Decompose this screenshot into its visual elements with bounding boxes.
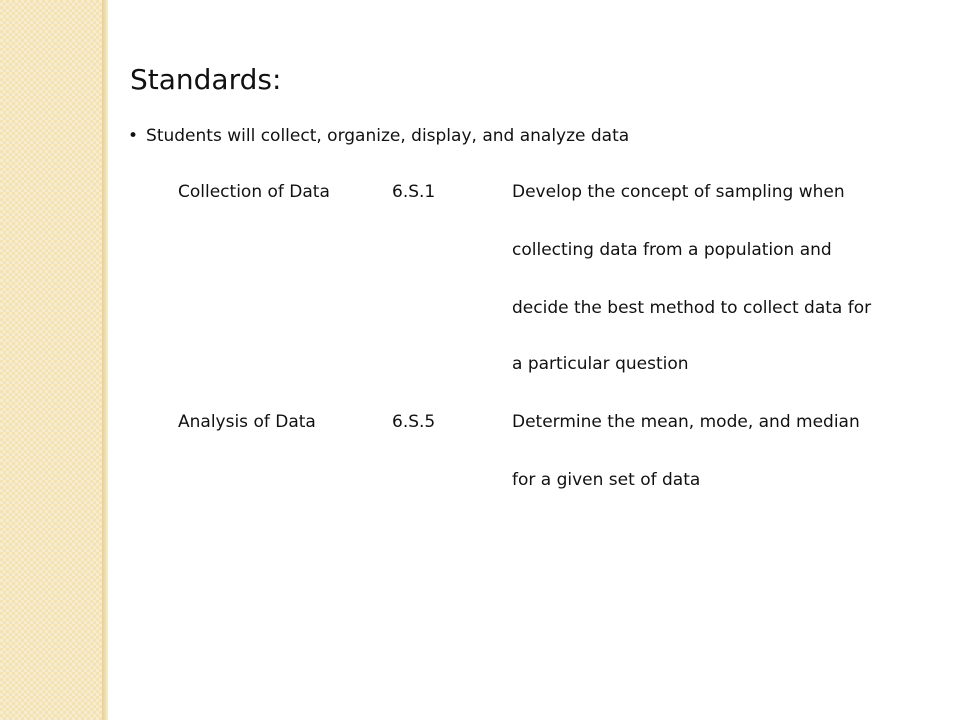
- bullet-item: [128, 122, 629, 150]
- side-band-edge: [102, 0, 108, 720]
- bullet-text: Students will collect, organize, display, and analyze data: [146, 126, 630, 146]
- decorative-side-band: [0, 0, 102, 720]
- standard-description-line: Develop the concept of sampling when: [512, 182, 845, 202]
- standard-description-line: collecting data from a population and: [512, 240, 832, 260]
- standard-code: 6.S.5: [392, 412, 436, 432]
- standard-description-line: Determine the mean, mode, and median: [512, 412, 860, 432]
- slide-title: Standards:: [130, 63, 282, 96]
- standard-code: 6.S.1: [392, 182, 436, 202]
- standard-area: Analysis of Data: [178, 412, 316, 432]
- standard-description-line: decide the best method to collect data for: [512, 298, 872, 318]
- standard-area: Collection of Data: [178, 182, 330, 202]
- standard-description-line: a particular question: [512, 354, 689, 374]
- bullet-marker: •: [128, 126, 139, 146]
- standard-description-line: for a given set of data: [512, 470, 701, 490]
